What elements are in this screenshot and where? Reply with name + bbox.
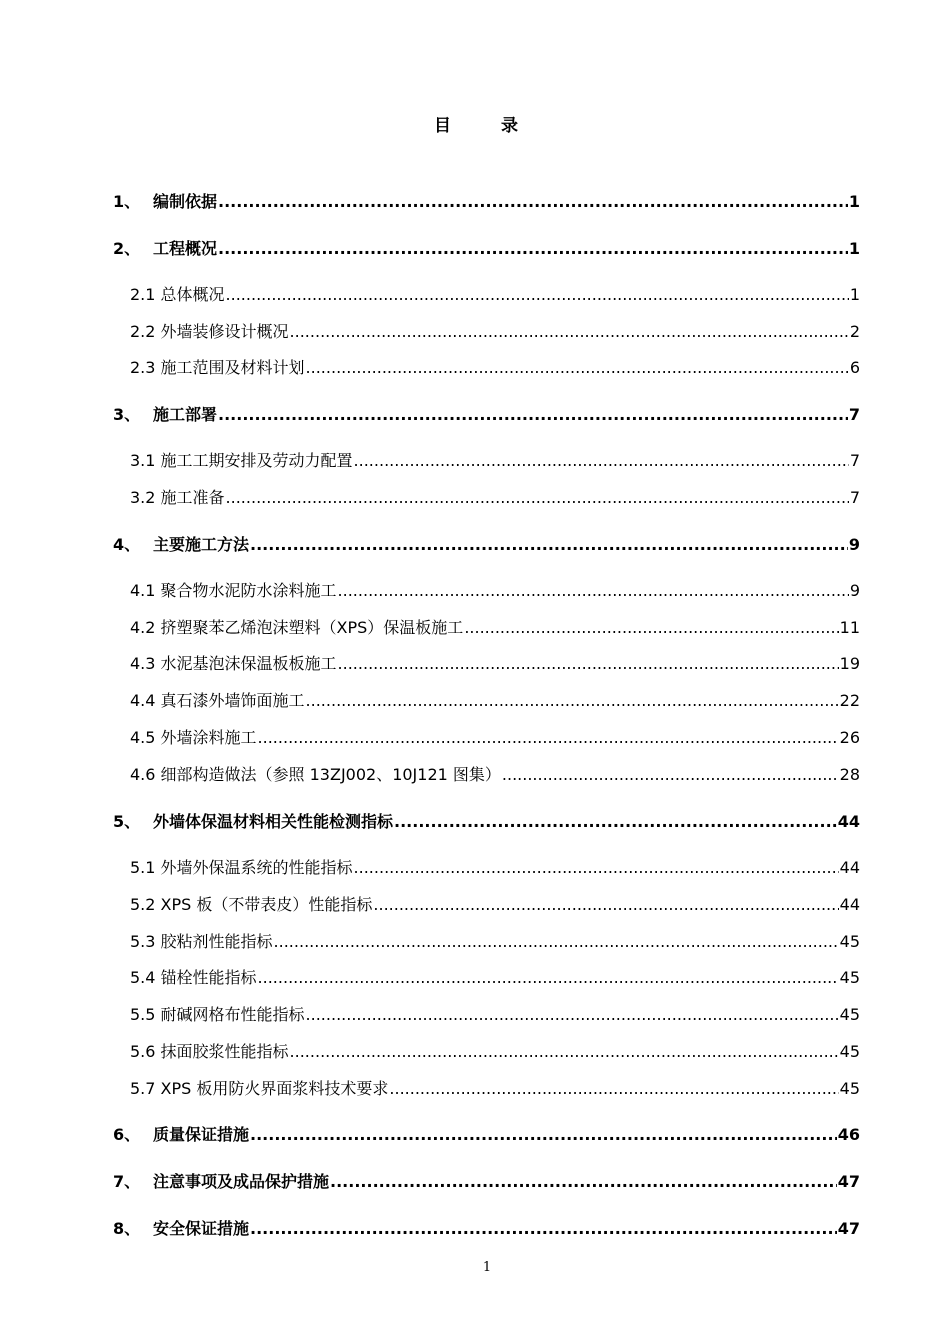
toc-entry-page: 7 bbox=[849, 488, 860, 507]
toc-leader-dots bbox=[338, 653, 839, 675]
toc-entry-5-7[interactable] bbox=[130, 1078, 860, 1100]
toc-entry-2-3[interactable] bbox=[130, 357, 860, 379]
toc-entry-number: 4、 bbox=[113, 535, 141, 554]
toc-entry-number: 8、 bbox=[113, 1219, 141, 1238]
toc-entry-5-2[interactable] bbox=[130, 894, 860, 916]
toc-entry-8[interactable] bbox=[113, 1218, 860, 1240]
toc-entry-label: 质量保证措施 bbox=[153, 1125, 250, 1144]
toc-entry-page: 7 bbox=[848, 405, 860, 424]
toc-entry-label: 2.3 施工范围及材料计划 bbox=[130, 358, 305, 377]
toc-entry-label: 工程概况 bbox=[153, 239, 218, 258]
toc-entry-number: 6、 bbox=[113, 1125, 141, 1144]
toc-entry-number: 5、 bbox=[113, 812, 141, 831]
toc-entry-page: 11 bbox=[839, 618, 860, 637]
toc-leader-dots bbox=[218, 191, 848, 213]
toc-entry-4[interactable] bbox=[113, 534, 860, 556]
toc-entry-5-4[interactable] bbox=[130, 967, 860, 989]
toc-entry-page: 1 bbox=[848, 192, 860, 211]
toc-entry-page: 47 bbox=[837, 1172, 860, 1191]
toc-entry-6[interactable] bbox=[113, 1124, 860, 1146]
toc-entry-3[interactable] bbox=[113, 404, 860, 426]
toc-entry-page: 45 bbox=[839, 932, 860, 951]
toc-entry-page: 44 bbox=[839, 895, 860, 914]
toc-entry-label: 主要施工方法 bbox=[153, 535, 250, 554]
toc-entry-5-1[interactable] bbox=[130, 857, 860, 879]
toc-entry-page: 28 bbox=[839, 765, 860, 784]
toc-entry-label: 5.7 XPS 板用防火界面浆料技术要求 bbox=[130, 1079, 389, 1098]
toc-entry-page: 22 bbox=[839, 691, 860, 710]
toc-entry-label: 4.4 真石漆外墙饰面施工 bbox=[130, 691, 305, 710]
toc-leader-dots bbox=[306, 1004, 839, 1026]
toc-entry-label: 5.5 耐碱网格布性能指标 bbox=[130, 1005, 305, 1024]
toc-entry-page: 45 bbox=[839, 1042, 860, 1061]
toc-entry-label: 2.2 外墙装修设计概况 bbox=[130, 322, 289, 341]
toc-entry-label: 5.2 XPS 板（不带表皮）性能指标 bbox=[130, 895, 373, 914]
toc-entry-1[interactable] bbox=[113, 191, 860, 213]
toc-entry-page: 2 bbox=[849, 322, 860, 341]
toc-entry-number: 7、 bbox=[113, 1172, 141, 1191]
toc-leader-dots bbox=[290, 321, 849, 343]
toc-entry-4-5[interactable] bbox=[130, 727, 860, 749]
toc-leader-dots bbox=[389, 1078, 838, 1100]
toc-entry-page: 1 bbox=[849, 285, 860, 304]
toc-entry-page: 46 bbox=[837, 1125, 860, 1144]
toc-entry-4-4[interactable] bbox=[130, 690, 860, 712]
toc-entry-number: 3、 bbox=[113, 405, 141, 424]
toc-leader-dots bbox=[274, 931, 839, 953]
toc-leader-dots bbox=[250, 1218, 837, 1240]
toc-entry-4-2[interactable] bbox=[130, 617, 860, 639]
toc-entry-page: 44 bbox=[839, 858, 860, 877]
toc-entry-number: 2、 bbox=[113, 239, 141, 258]
toc-entry-3-1[interactable] bbox=[130, 450, 860, 472]
toc-entry-label: 施工部署 bbox=[153, 405, 218, 424]
toc-leader-dots bbox=[306, 357, 849, 379]
toc-entry-page: 47 bbox=[837, 1219, 860, 1238]
toc-entry-page: 45 bbox=[839, 1005, 860, 1024]
toc-leader-dots bbox=[250, 1124, 837, 1146]
toc-leader-dots bbox=[354, 857, 839, 879]
toc-entry-5-6[interactable] bbox=[130, 1041, 860, 1063]
toc-entry-number: 1、 bbox=[113, 192, 141, 211]
toc-entry-label: 外墙体保温材料相关性能检测指标 bbox=[153, 812, 394, 831]
toc-leader-dots bbox=[502, 764, 839, 786]
toc-entry-page: 1 bbox=[848, 239, 860, 258]
toc-leader-dots bbox=[226, 284, 849, 306]
toc-leader-dots bbox=[218, 404, 848, 426]
toc-leader-dots bbox=[306, 690, 839, 712]
toc-leader-dots bbox=[250, 534, 848, 556]
toc-entry-4-1[interactable] bbox=[130, 580, 860, 602]
toc-entry-2-2[interactable] bbox=[130, 321, 860, 343]
toc-entry-2-1[interactable] bbox=[130, 284, 860, 306]
toc-leader-dots bbox=[258, 727, 839, 749]
toc-entry-5-3[interactable] bbox=[130, 931, 860, 953]
toc-entry-page: 9 bbox=[848, 535, 860, 554]
toc-entry-label: 5.1 外墙外保温系统的性能指标 bbox=[130, 858, 353, 877]
toc-entry-label: 3.1 施工工期安排及劳动力配置 bbox=[130, 451, 353, 470]
toc-entry-page: 26 bbox=[839, 728, 860, 747]
toc-entry-label: 4.1 聚合物水泥防水涂料施工 bbox=[130, 581, 337, 600]
toc-leader-dots bbox=[373, 894, 838, 916]
toc-entry-label: 5.4 锚栓性能指标 bbox=[130, 968, 257, 987]
toc-leader-dots bbox=[226, 487, 849, 509]
toc-entry-7[interactable] bbox=[113, 1171, 860, 1193]
toc-leader-dots bbox=[290, 1041, 839, 1063]
toc-entry-page: 6 bbox=[849, 358, 860, 377]
toc-leader-dots bbox=[218, 238, 848, 260]
toc-entry-page: 44 bbox=[837, 812, 860, 831]
toc-entry-2[interactable] bbox=[113, 238, 860, 260]
toc-entry-4-6[interactable] bbox=[130, 764, 860, 786]
toc-entry-label: 5.3 胶粘剂性能指标 bbox=[130, 932, 273, 951]
toc-leader-dots bbox=[330, 1171, 837, 1193]
toc-entry-page: 45 bbox=[839, 968, 860, 987]
toc-leader-dots bbox=[354, 450, 849, 472]
toc-entry-page: 7 bbox=[849, 451, 860, 470]
toc-entry-page: 9 bbox=[849, 581, 860, 600]
toc-leader-dots bbox=[338, 580, 849, 602]
toc-entry-page: 19 bbox=[839, 654, 860, 673]
toc-entry-label: 2.1 总体概况 bbox=[130, 285, 225, 304]
toc-entry-label: 5.6 抹面胶浆性能指标 bbox=[130, 1042, 289, 1061]
toc-entry-label: 注意事项及成品保护措施 bbox=[153, 1172, 330, 1191]
toc-entry-label: 安全保证措施 bbox=[153, 1219, 250, 1238]
toc-entry-5[interactable] bbox=[113, 811, 860, 833]
toc-title: 目 录 bbox=[434, 116, 540, 136]
toc-entry-label: 编制依据 bbox=[153, 192, 218, 211]
toc-entry-label: 4.3 水泥基泡沫保温板板施工 bbox=[130, 654, 337, 673]
toc-entry-label: 3.2 施工准备 bbox=[130, 488, 225, 507]
toc-entry-4-3[interactable] bbox=[130, 653, 860, 675]
page-number: 1 bbox=[482, 1260, 492, 1275]
toc-leader-dots bbox=[394, 811, 837, 833]
toc-entry-3-2[interactable] bbox=[130, 487, 860, 509]
toc-entry-page: 45 bbox=[839, 1079, 860, 1098]
toc-entry-label: 4.5 外墙涂料施工 bbox=[130, 728, 257, 747]
toc-leader-dots bbox=[258, 967, 839, 989]
toc-entry-label: 4.2 挤塑聚苯乙烯泡沫塑料（XPS）保温板施工 bbox=[130, 618, 464, 637]
toc-entry-label: 4.6 细部构造做法（参照 13ZJ002、10J121 图集） bbox=[130, 765, 501, 784]
toc-entry-5-5[interactable] bbox=[130, 1004, 860, 1026]
toc-leader-dots bbox=[464, 617, 838, 639]
